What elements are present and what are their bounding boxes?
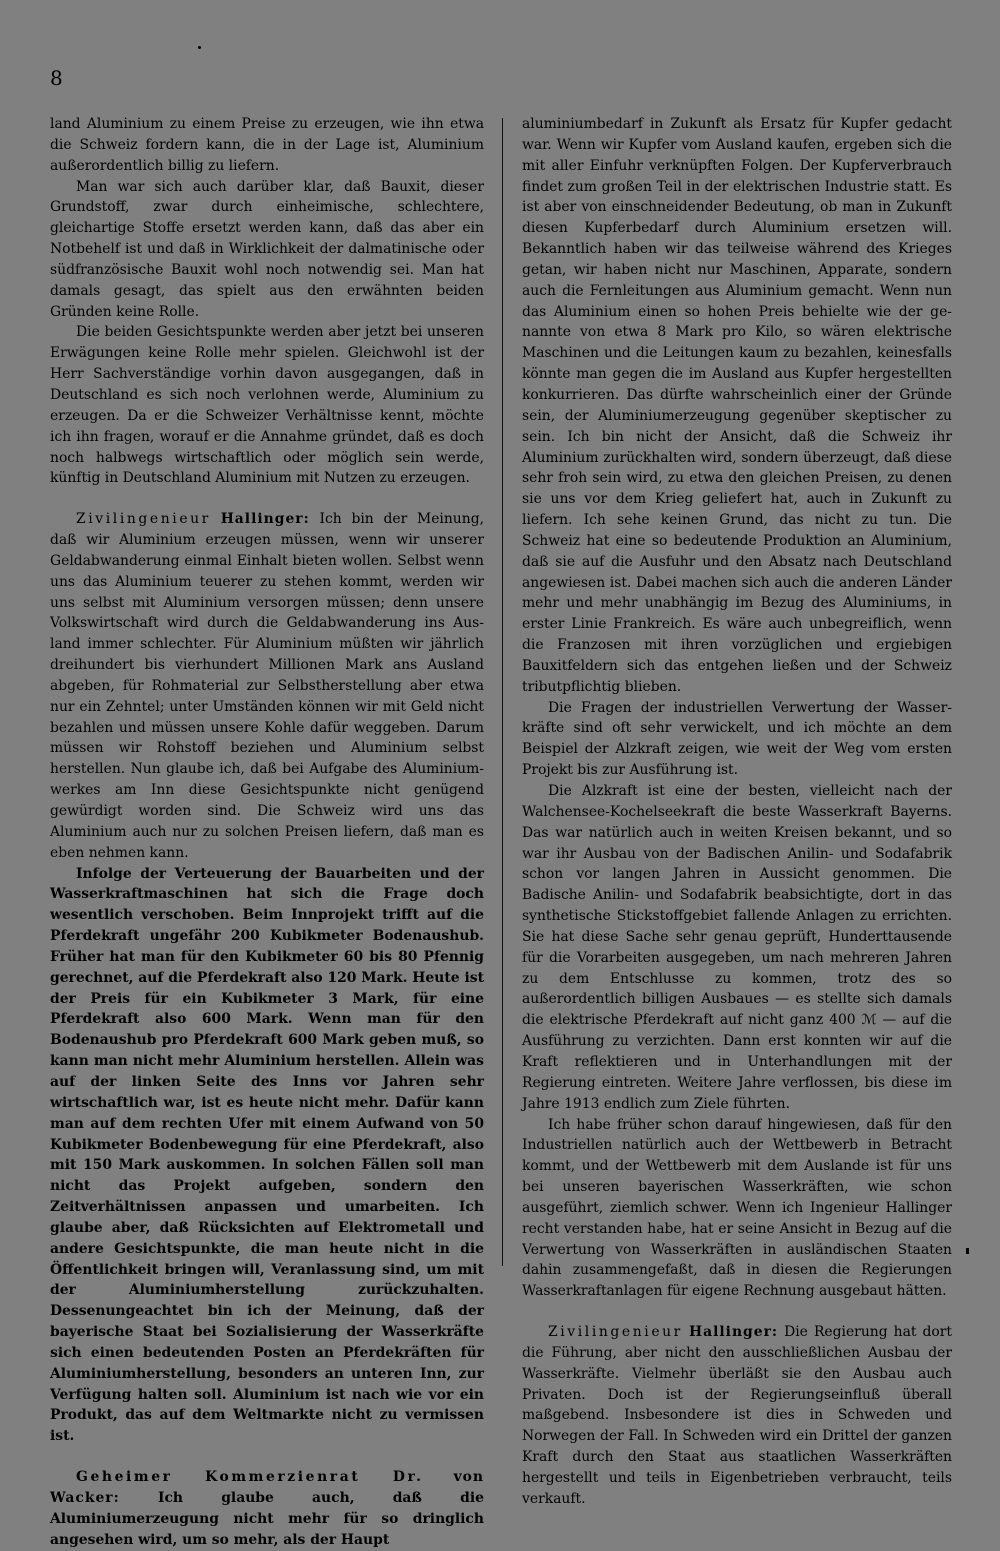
speck-mark xyxy=(198,46,201,49)
paragraph: Infolge der Verteuerung der Bauarbeiten und der Wasserkraftmaschinen hat sich die Frage doch wesentlich verschoben. Beim Innprojekt trifft auf die Pferdekraft ungefähr 200 Kubikmeter Bodenaushub. Früher hat man für den Kubikmeter 60 bis 80 Pfennig gerechnet, auf die Pferdekraft also 120 Mark. Heute ist der Preis für ein Kubikmeter 3 Mark, für eine Pferdekraft also 600 Mark. Wenn man für den Bodenaushub pro Pferdekraft 600 Mark geben muß, so kann man nicht mehr Aluminium herstellen. Allein was auf der linken Seite des Inns vor Jahren sehr wirtschaftlich war, ist es heute nicht mehr. Dafür kann man auf dem rechten Ufer mit einem Aufwand von 50 Kubikmeter Bodenbewegung für eine Pferdekraft, also mit 150 Mark auskommen. In solchen Fällen soll man nicht das Projekt aufgeben, sondern den Zeitverhältnissen anpassen und umarbeiten. Ich glaube aber, daß Rücksichten auf Elektrometall und andere Gesichtspunkte, die man heute nicht in die Öffentlichkeit bringen will, Veranlassung sind, um mit der Aluminiumherstellung zurückzuhalten. Dessenungeachtet bin ich der Meinung, daß der bayerische Staat bei Sozialisierung der Wasserkräfte sich einen bedeutenden Posten an Pferdekräften für Aluminiumherstellung, besonders an unteren Inn, zur Verfügung halten soll. Aluminium ist nach wie vor ein Produkt, das auf dem Weltmarkte nicht zu vermissen ist. xyxy=(50,865,484,1445)
paragraph: Die Alzkraft ist eine der besten, vielleicht nach der Walchensee-Kochelseekraft die beste Wasserkraft Bayerns. Das war natürlich auch in weiten Kreisen bekannt, und so war ihr Ausbau von der Badischen Anilin- und Sodafabrik schon vor langen Jahren in Aussicht genommen. Die Badische Anilin- und Sodafabrik beabsichtigte, dort in das synthetische Stickstoffgebiet fallende Anlagen zu errichten. Sie hat diese Sache sehr genau geprüft, Hunderttausende für die Vorarbeiten ausgegeben, um nach mehreren Jahren zu dem Entschlusse zu kommen, trotz des so außerordentlich billigen Ausbaues — es stellte sich damals die elektrische Pferdekraft auf nicht ganz 400 ℳ — auf die Ausführung zu verzichten. Dann erst konnten wir auf die Kraft reflektieren und in Unterhandlungen mit der Regierung eintreten. Weitere Jahre verflossen, bis diese im Jahre 1913 endlich zum Ziele führten. xyxy=(522,783,952,1112)
page-number: 8 xyxy=(50,66,63,90)
paragraph: Die beiden Gesichtspunkte werden aber jetzt bei unseren Erwägungen keine Rolle mehr spielen. Gleichwohl ist der Herr Sachverständige vorhin davon ausgegangen, daß in Deutschland es sich noch verlohnen werde, Aluminium zu erzeugen. Da er die Schweizer Verhältnisse kennt, möchte ich ihn fragen, worauf er die Annahme gründet, daß es doch noch halbwegs wirtschaftlich oder möglich sein werde, künftig in Deutschland Aluminium mit Nutzen zu erzeugen. xyxy=(50,324,484,487)
speck-mark xyxy=(966,1248,969,1254)
speaker-text: Die Regierung hat dort die Führung, aber nicht den ausschließlichen Ausbau der Wasserkräfte. Vielmehr überläßt sie den Ausbau auch Privaten. Doch ist der Regierungseinfluß überall maßgebend. Insbesondere ist dies in Schweden und Norwegen der Fall. In Schweden wird ein Drittel der ganzen Kraft durch den Staat aus staatlichen Wasserkräften hergestellt und teils in Eigenbetrieben verbraucht, teils verkauft. xyxy=(522,1324,952,1507)
paragraph: Man war sich auch darüber klar, daß Bauxit, dieser Grundstoff, zwar durch einheimische, schlechtere, gleichartige Stoffe ersetzt werden kann, daß das aber ein Notbehelf ist und daß in Wirklichkeit der dalmatinische oder südfranzösische Bauxit wohl noch notwendig sei. Man hat damals gesagt, das spielt aus den erwähnten beiden Gründen keine Rolle. xyxy=(50,178,484,320)
speaker-text: Ich bin der Meinung, daß wir Aluminium erzeugen müssen, wenn wir unserer Geldabwanderung einmal Einhalt bieten wollen. Selbst wenn uns das Aluminium teuerer zu stehen kommt, werden wir uns selbst mit Aluminium versorgen müssen; denn unsere Volkswirtschaft wird durch die Geldabwanderung ins Ausland immer schlechter. Für Aluminium müßten wir jährlich dreihundert bis vierhundert Millionen Mark ans Ausland abgeben, für Rohmaterial zur Selbstherstellung aber etwa nur ein Zehntel; unter Umständen können wir mit Geld nicht bezahlen und müssen unsere Kohle dafür weggeben. Darum müssen wir Rohstoff beziehen und Aluminium selbst herstellen. Nun glaube ich, daß bei Aufgabe des Aluminiumwerkes am Inn diese Gesichtspunkte nicht genügend gewürdigt worden sind. Die Schweiz wird uns das Aluminium auch nur zu solchen Preisen liefern, daß man es eben nehmen kann. xyxy=(50,511,484,861)
speaker-name: Hallinger: xyxy=(220,511,310,528)
right-column xyxy=(522,114,952,1510)
speaker-name: Hallinger: xyxy=(688,1324,779,1341)
speaker-paragraph xyxy=(50,509,484,863)
speaker-paragraph xyxy=(522,1322,952,1510)
left-column xyxy=(50,114,484,1551)
speaker-name: von Wacker: xyxy=(50,1469,484,1506)
paragraph: Ich habe früher schon darauf hingewiesen, daß für den Industriellen natürlich auch der Wettbewerb in Betracht kommt, und der Wettbewerb mit dem Auslande ist für uns bei unseren bayerischen Wasserkräften, wie schon ausgeführt, ziemlich schwer. Wenn ich Ingenieur Hallinger recht verstanden habe, hat er seine Ansicht in Bezug auf die Verwertung von Wasserkräften in ausländischen Staaten dahin zusammengefaßt, daß in diesen die Regierungen Wasserkraftanlagen für eigene Rechnung ausgebaut hätten. xyxy=(522,1116,952,1300)
paragraph: aluminiumbedarf in Zukunft als Ersatz für Kupfer gedacht war. Wenn wir Kupfer vom Ausland kaufen, ergeben sich die mit aller Einfuhr verknüpften Folgen. Der Kupferverbrauch findet zum großen Teil in der elektrischen Industrie statt. Es ist aber von einschneidender Bedeutung, ob man in Zukunft diesen Kupferbedarf durch Aluminium ersetzen will. Bekanntlich haben wir das teilweise während des Krieges getan, wir haben nicht nur Maschinen, Apparate, sondern auch die Fernleitungen aus Aluminium gemacht. Wenn nun das Aluminium einen so hohen Preis behielte wie der genannte von etwa 8 Mark pro Kilo, so wären elektrische Maschinen und die Leitungen kaum zu bezahlen, keinesfalls könnte man gegen die im Ausland aus Kupfer hergestellten konkurrieren. Das dürfte wahrscheinlich einer der Gründe sein, der Aluminiumerzeugung gegenüber skeptischer zu sein. Ich bin nicht der Ansicht, daß die Schweiz ihr Aluminium zurückhalten wird, sondern überzeugt, daß diese sehr froh sein wird, zu etwa den gleichen Preisen, zu denen sie uns vor dem Krieg geliefert hat, auch in Zukunft zu liefern. Ich sehe keinen Grund, das nicht zu tun. Die Schweiz hat eine so bedeutende Produktion an Aluminium, daß sie auf die Ausfuhr und den Absatz nach Deutschland angewiesen ist. Dabei machen sich auch die anderen Länder mehr und mehr unabhängig im Bezug des Aluminiums, in erster Linie Frankreich. Es wäre auch unbegreiflich, wenn die Franzosen mit ihren vorzüglichen und ergiebigen Bauxitfeldern sich das entgehen ließen und der Schweiz tributpflichtig blieben. xyxy=(522,116,952,695)
paragraph: Die Fragen der industriellen Verwertung der Wasserkräfte sind oft sehr verwickelt, und ich möchte an dem Beispiel der Alzkraft zeigen, wie weit der Weg vom ersten Projekt bis zur Ausführung ist. xyxy=(522,699,952,779)
speaker-title: Geheimer Kommerzienrat Dr. xyxy=(76,1469,424,1486)
speaker-text: Ich glaube auch, daß die Aluminiumerzeugung nicht mehr für so dringlich angesehen wird, um so mehr, als der Haupt xyxy=(50,1490,485,1548)
column-divider xyxy=(502,118,503,1266)
speaker-paragraph xyxy=(50,1467,484,1550)
speaker-title: Zivilingenieur xyxy=(548,1324,683,1341)
speaker-title: Zivilingenieur xyxy=(76,511,211,528)
paragraph: land Aluminium zu einem Preise zu erzeugen, wie ihn etwa die Schweiz fordern kann, die in der Lage ist, Aluminium außerordentlich billig zu liefern. xyxy=(50,116,484,174)
